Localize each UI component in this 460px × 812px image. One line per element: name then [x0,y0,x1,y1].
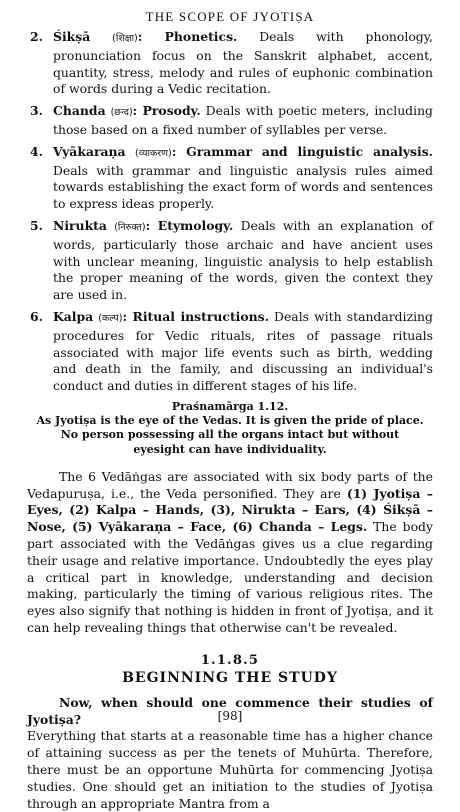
running-head: THE SCOPE OF JYOTIṢA [145,9,315,24]
paragraph-text: The body part associated with the Vedāṅgas gives us a clue regarding their usage and relative importance. Undoubtedly the eyes play a critical part in knowledge, understanding and decision making, particularly the timing of various religious rites. The eyes also signify that nothing is hidden in front of Jyotiṣa, and it can help revealing things that otherwise can't be revealed. [27,519,433,635]
section-title: BEGINNING THE STUDY [122,669,338,686]
item-number: 5. [30,217,43,233]
list-item [27,103,433,139]
section-number: 1.1.8.5 [200,652,260,668]
item-description: Deals with an explanation of words, particularly those archaic and have ancient uses with unclear meaning, linguistic analysis to help establish the proper meaning of the words, given the context they are used in. [53,217,433,303]
vedanga-list [27,29,433,395]
item-label: : Etymology. [145,217,234,233]
block-quote [35,400,425,457]
item-description: Deals with phonology, pronunciation focus on the Sanskrit alphabet, accent, quantity, stress, melody and rules of euphonic combination of words during a Vedic recitation. [53,29,433,97]
item-label: : Grammar and linguistic analysis. [171,143,433,159]
body-paragraph [27,469,433,637]
item-term: Vyākaraṇa [53,143,126,159]
item-label: : Phonetics. [137,29,238,44]
item-term: Chanda [53,103,106,119]
item-devanagari: (कल्प) [98,312,123,324]
quote-text: As Jyotiṣa is the eye of the Vedas. It is given the pride of place. No person possessing all the organs intact but without eyesight can have individuality. [36,414,424,456]
item-number: 6. [30,308,43,324]
item-devanagari: (व्याकरण) [135,147,172,159]
paragraph-text: The 6 Vedāṅgas are associated with six body parts of the Vedapuruṣa, i.e., the Veda personified. They are [27,468,433,501]
item-description: Deals with poetic meters, including those based on a fixed number of syllables per verse. [53,103,433,137]
item-description: Deals with standardizing procedures for Vedic rituals, rites of passage rituals associated with major life events such as birth, wedding and death in the family, and discussing an individual's conduct and duties in different stages of his life. [53,308,433,394]
item-number: 3. [30,103,43,119]
list-item [27,144,433,213]
item-devanagari: (निरुक्त) [114,221,146,233]
body-part-mapping: (1) Jyotiṣa – Eyes, (2) Kalpa – Hands, (3), Nirukta – Ears, (4) Śikṣā – Nose, (5) Vyākaraṇa – Face, (6) Chanda – Legs. [27,485,433,535]
item-term: Śikṣā [53,29,91,44]
list-item [27,309,433,395]
item-number: 2. [30,29,43,44]
section-lead-question: Now, when should one commence their studies of Jyotiṣa? [27,694,433,727]
item-description: Deals with grammar and linguistic analysis rules aimed towards establishing the exact form of words and sentences to express ideas properly. [53,162,433,212]
item-term: Nirukta [53,217,107,233]
page-number: [98] [217,709,243,723]
quote-source: Praśnamārga 1.12. [171,399,289,413]
item-number: 4. [30,143,43,159]
item-term: Kalpa [53,308,94,324]
list-item [27,29,433,98]
item-devanagari: (छन्द) [110,107,133,119]
item-devanagari: (शिक्षा) [112,33,138,44]
item-label: : Ritual instructions. [122,308,269,324]
list-item [27,218,433,304]
item-label: : Prosody. [132,103,201,119]
section-body-paragraph: Everything that starts at a reasonable time has a higher chance of attaining success as per the tenets of Muhūrta. Therefore, there must be an opportune Muhūrta for commencing Jyotiṣa studies. One should get an initiation to the studies of Jyotiṣa through an appropriate Mantra from a [27,728,433,811]
